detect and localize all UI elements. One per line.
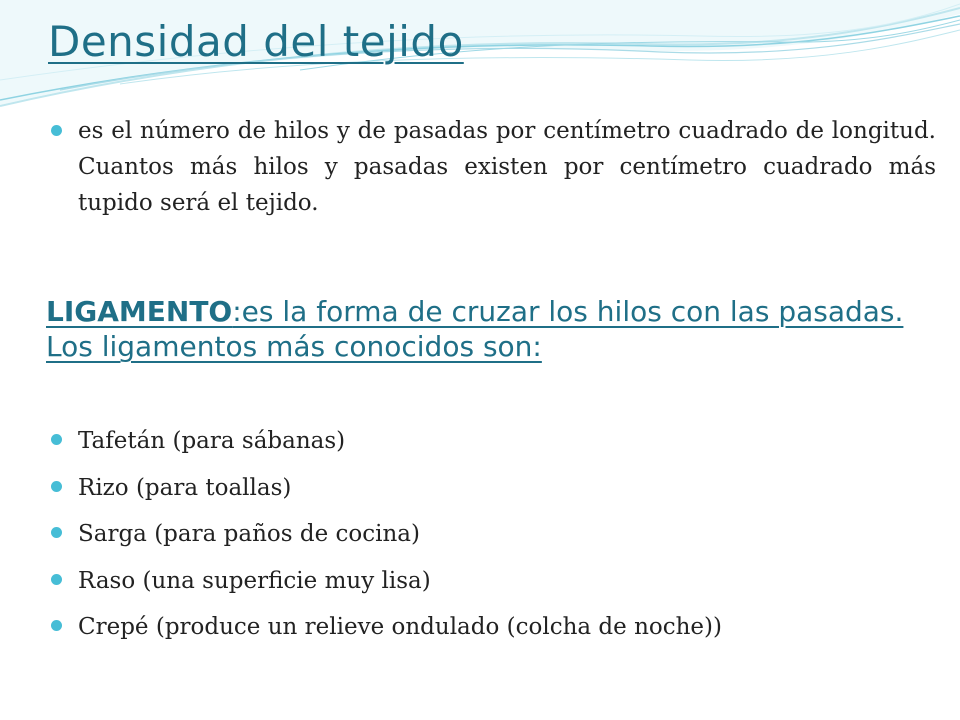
list-item — [48, 511, 928, 558]
ligamento-definition: :es la forma de cruzar los hilos con las pasadas. Los ligamentos más conocidos son: — [46, 295, 904, 363]
intro-list — [48, 113, 936, 221]
list-item-text: Crepé (produce un relieve ondulado (colcha de noche)) — [78, 614, 722, 640]
ligamento-term: LIGAMENTO — [46, 295, 233, 328]
list-item-text: Tafetán (para sábanas) — [78, 428, 346, 454]
ligamento-paragraph — [46, 294, 906, 364]
bullet-dot-icon — [51, 620, 62, 631]
bullet-dot-icon — [51, 125, 62, 136]
list-item-text: Sarga (para paños de cocina) — [78, 521, 420, 547]
list-item — [48, 604, 928, 651]
slide-title: Densidad del tejido — [48, 17, 464, 66]
bullet-dot-icon — [51, 574, 62, 585]
list-item — [48, 558, 928, 605]
list-item-text: Rizo (para toallas) — [78, 474, 292, 501]
bullet-dot-icon — [51, 434, 62, 445]
intro-bullet — [48, 113, 936, 221]
list-item — [48, 465, 928, 512]
list-item — [48, 418, 928, 465]
bullet-dot-icon — [51, 527, 62, 538]
list-item-text: Raso (una superficie muy lisa) — [78, 567, 431, 594]
intro-text: es el número de hilos y de pasadas por centímetro cuadrado de longitud. Cuantos más hilos y pasadas existen por centímetro cuadrado más tupido será el tejido. — [78, 118, 936, 216]
ligament-list — [48, 418, 928, 651]
bullet-dot-icon — [51, 481, 62, 492]
